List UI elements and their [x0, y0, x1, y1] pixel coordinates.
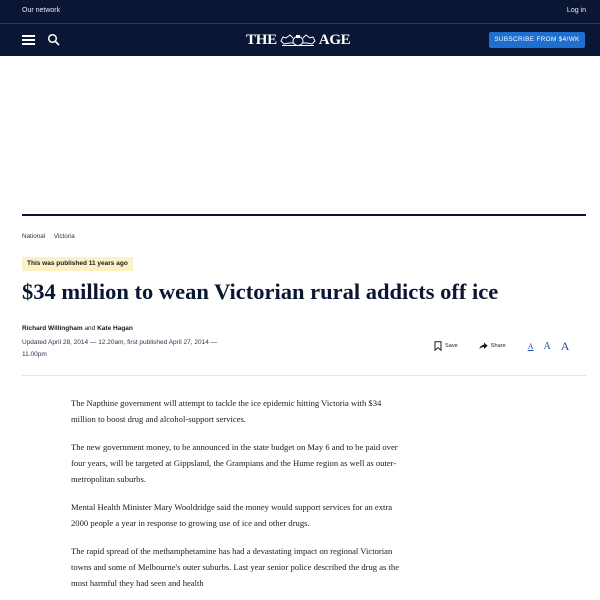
article-paragraph: The rapid spread of the methamphetamine has had a devastating impact on regional Victorian towns and some of Melbourne's outer suburbs. Last year senior police described the drug as the most harmful they had seen and health	[71, 546, 400, 588]
font-size-medium-button[interactable]: A	[543, 340, 551, 352]
top-utility-bar	[0, 0, 600, 24]
subscribe-button[interactable]: SUBSCRIBE FROM $4/WK	[489, 32, 585, 48]
byline	[22, 325, 133, 332]
crest-icon	[280, 33, 316, 47]
published-age-badge: This was published 11 years ago	[22, 257, 133, 271]
save-button[interactable]	[434, 341, 458, 351]
breadcrumb	[22, 233, 82, 240]
breadcrumb-victoria[interactable]: Victoria	[53, 233, 75, 240]
font-size-large-button[interactable]: A	[560, 338, 570, 353]
logo-text-age: AGE	[318, 31, 351, 48]
article-paragraph: The Napthine government will attempt to tackle the ice epidemic hitting Victoria with $34 million to boost drug and alcohol-support services.	[71, 398, 382, 424]
bookmark-icon	[434, 341, 442, 351]
search-icon[interactable]	[47, 33, 61, 47]
article-headline: $34 million to wean Victorian rural addicts off ice	[22, 279, 499, 304]
breadcrumb-national[interactable]: National	[22, 233, 46, 240]
article-timestamp: Updated April 28, 2014 — 12.20am, first published April 27, 2014 — 11.00pm	[22, 339, 218, 358]
share-button[interactable]	[479, 342, 506, 350]
font-size-small-button[interactable]: A	[527, 341, 534, 351]
menu-icon[interactable]	[22, 35, 35, 45]
article-paragraph: Mental Health Minister Mary Wooldridge said the money would support services for an extra 2000 people a year in response to growing use of ice and other drugs.	[71, 502, 393, 528]
article-tools	[434, 338, 569, 354]
main-navbar	[0, 24, 600, 56]
share-label: Share	[490, 343, 506, 349]
share-arrow-icon	[479, 342, 488, 350]
login-link[interactable]: Log in	[566, 7, 586, 14]
our-network-link[interactable]: Our network	[22, 7, 61, 14]
the-age-logo[interactable]	[246, 31, 364, 49]
author-link-1[interactable]: Richard Willingham	[22, 325, 83, 332]
ad-divider-rule	[22, 214, 586, 216]
article-body	[71, 395, 401, 600]
article-paragraph: The new government money, to be announced in the state budget on May 6 and to be paid over four years, will be targeted at Gippsland, the Grampians and the Hume region as well as outer-metropolitan suburbs.	[71, 442, 398, 484]
header-divider	[22, 375, 586, 376]
logo-text-the: THE	[246, 31, 277, 48]
byline-and: and	[84, 325, 96, 332]
author-link-2[interactable]: Kate Hagan	[97, 325, 133, 332]
save-label: Save	[445, 343, 458, 349]
